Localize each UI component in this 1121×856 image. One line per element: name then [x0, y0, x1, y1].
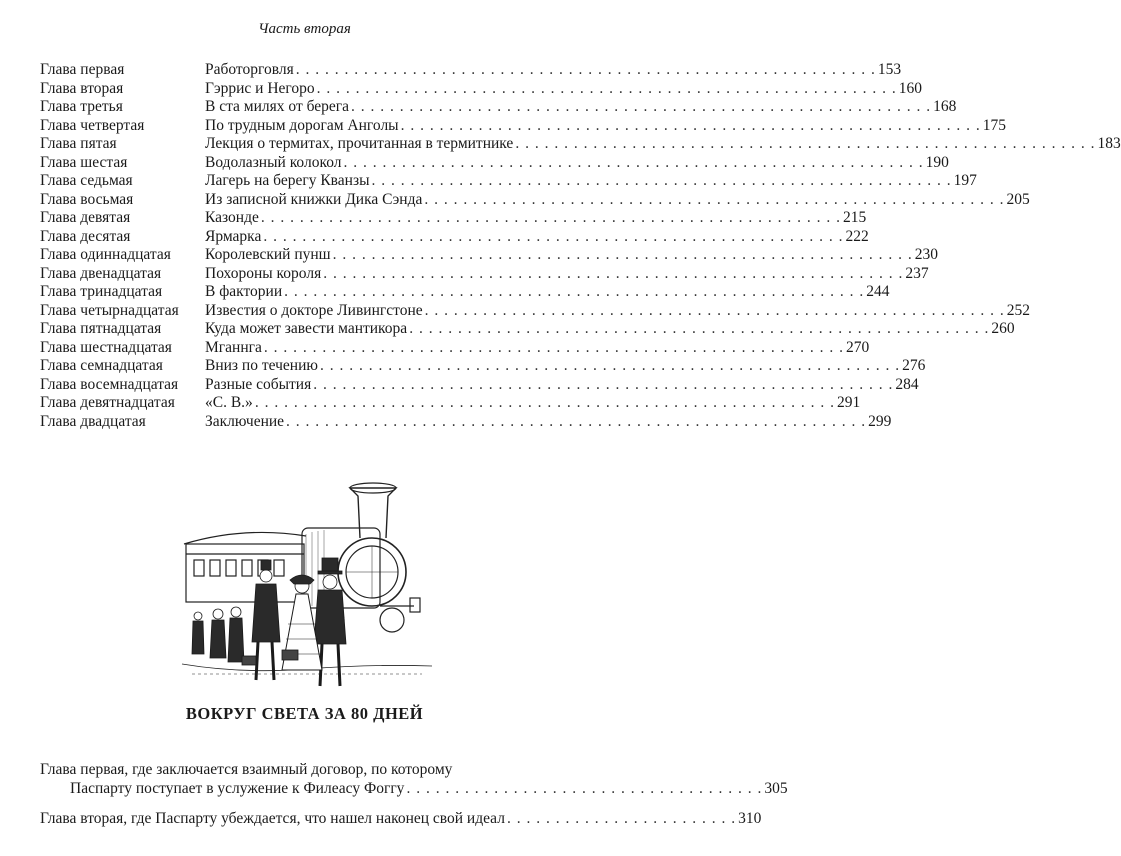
toc-row — [40, 338, 870, 358]
table-of-contents — [40, 61, 1121, 431]
chapter-number: Глава двенадцатая — [40, 264, 162, 282]
page-number: 305 — [764, 780, 788, 797]
chapter-number: Глава третья — [40, 98, 123, 115]
page-number: 215 — [842, 209, 867, 226]
page-number: 284 — [895, 375, 919, 393]
chapter-title: По трудным дорогам Анголы — [205, 116, 399, 134]
chapter-number: Глава тринадцатая — [40, 283, 163, 300]
dot-leader: . . . . . . . . . . . . . . . . . . . . . . . . . . . . . . . . . . . . . . . . . . . . . . . . . . . . . . . . . . . . — [332, 246, 913, 263]
toc2-entry — [40, 809, 762, 828]
chapter-number: Глава шестая — [40, 153, 128, 171]
chapter-title: Гэррис и Негоро — [205, 79, 315, 97]
chapter-number: Глава пятая — [40, 135, 117, 152]
chapter-title: В фактории — [205, 283, 283, 300]
chapter-title: Разные события — [205, 375, 312, 393]
toc-row — [40, 375, 919, 395]
toc-row — [40, 79, 923, 99]
chapter-title: Известия о докторе Ливингстоне — [205, 301, 423, 319]
dot-leader: . . . . . . . . . . . . . . . . . . . . . . . . . . . . . . . . . . . . . . . . . . . . . . . . . . . . . . . . . . . . — [351, 98, 932, 115]
toc-row — [40, 135, 1121, 154]
dot-leader: . . . . . . . . . . . . . . . . . . . . . . . . . . . . . . . . . . . . . . . . . . . . . . . . . . . . . . . . . . . . — [260, 209, 841, 226]
page-number: 190 — [925, 153, 949, 171]
dot-leader: . . . . . . . . . . . . . . . . . . . . . . . . . . . . . . . . . . . . . . . . . . . . . . . . . . . . . . . . . . . . — [284, 283, 865, 300]
toc-row — [40, 246, 938, 265]
dot-leader: . . . . . . . . . . . . . . . . . . . . . . . . . . . . . . . . . . . . . . . . . . . . . . . . . . . . . . . . . . . . — [424, 190, 1005, 208]
toc-row — [40, 357, 926, 376]
page-number: 270 — [845, 338, 870, 356]
dot-leader: . . . . . . . . . . . . . . . . . . . . . . . . . . . . . . . . . . . . . . . . . . . . . . . . . . . . . . . . . . . . — [409, 320, 990, 337]
chapter-number: Глава первая — [40, 61, 125, 78]
chapter-number: Глава одиннадцатая — [40, 246, 171, 263]
page-number: 175 — [982, 116, 1006, 134]
chapter-number: Глава четырнадцатая — [40, 301, 179, 319]
page-number: 260 — [991, 320, 1015, 337]
chapter-number: Глава восемнадцатая — [40, 375, 179, 393]
chapter-title: Мганнга — [205, 338, 262, 356]
dot-leader: . . . . . . . . . . . . . . . . . . . . . . . . . . . . . . . . . . . . . . . . . . . . . . . . . . . . . . . . . . . . — [424, 301, 1005, 319]
toc2-entry — [40, 760, 788, 798]
toc-row — [40, 98, 957, 117]
toc-row — [40, 209, 867, 228]
chapter-title: Заключение — [205, 412, 285, 430]
dot-leader: . . . . . . . . . . . . . . . . . . . . . . . . . . . . . . . . . . . . . . . . . . . . . . . . . . . . . . . . . . . . — [313, 375, 894, 393]
chapter-title: Водолазный колокол — [205, 153, 342, 171]
page-number: 237 — [905, 264, 929, 282]
chapter-title: Ярмарка — [205, 227, 262, 245]
chapter-title: Куда может завести мантикора — [205, 320, 408, 337]
page-number: 160 — [898, 79, 923, 97]
toc-row — [40, 190, 1030, 210]
chapter-number: Глава четвертая — [40, 116, 145, 134]
entry-title-continuation: Паспарту поступает в услужение к Филеасу Фоггу — [70, 780, 405, 797]
part-title: Часть вторая — [258, 21, 351, 37]
chapter-title: Вниз по течению — [205, 357, 318, 374]
dot-leader: . . . . . . . . . . . . . . . . . . . . . . . . . . . . . . . . . . . . . . . . . . . . . . . . . . . . . . . . . . . . — [323, 264, 904, 282]
chapter-number: Глава вторая — [40, 79, 124, 97]
toc-row — [40, 301, 1030, 321]
chapter-number: Глава шестнадцатая — [40, 338, 172, 356]
page-number: 222 — [845, 227, 869, 245]
chapter-title: Из записной книжки Дика Сэнда — [205, 190, 423, 208]
toc-row — [40, 264, 929, 284]
toc-row — [40, 394, 861, 413]
page-number: 183 — [1097, 135, 1121, 152]
dot-leader: . . . . . . . . . . . . . . . . . . . . . . . . . . . . . . . . . . . . . — [406, 780, 763, 797]
dot-leader: . . . . . . . . . . . . . . . . . . . . . . . . . . . . . . . . . . . . . . . . . . . . . . . . . . . . . . . . . . . . — [371, 172, 952, 189]
dot-leader: . . . . . . . . . . . . . . . . . . . . . . . . . . . . . . . . . . . . . . . . . . . . . . . . . . . . . . . . . . . . — [343, 153, 924, 171]
chapter-title: Лекция о термитах, прочитанная в термитнике — [205, 135, 514, 152]
toc-row — [40, 172, 977, 191]
dot-leader: . . . . . . . . . . . . . . . . . . . . . . . . . . . . . . . . . . . . . . . . . . . . . . . . . . . . . . . . . . . . — [254, 394, 835, 411]
dot-leader: . . . . . . . . . . . . . . . . . . . . . . . . — [506, 810, 737, 827]
chapter-title: «С. В.» — [205, 394, 253, 411]
chapter-title: Похороны короля — [205, 264, 322, 282]
chapter-title: Казонде — [205, 209, 259, 226]
page-number: 252 — [1006, 301, 1030, 319]
dot-leader: . . . . . . . . . . . . . . . . . . . . . . . . . . . . . . . . . . . . . . . . . . . . . . . . . . . . . . . . . . . . — [319, 357, 901, 374]
toc-row — [40, 283, 890, 302]
train-station-illustration — [182, 474, 432, 687]
toc-row — [40, 412, 892, 432]
chapter-number: Глава двадцатая — [40, 412, 146, 430]
page-number: 244 — [866, 283, 890, 300]
chapter-title: Лагерь на берегу Кванзы — [205, 172, 370, 189]
page-number: 205 — [1006, 190, 1030, 208]
dot-leader: . . . . . . . . . . . . . . . . . . . . . . . . . . . . . . . . . . . . . . . . . . . . . . . . . . . . . . . . . . . . — [400, 116, 981, 134]
page-number: 299 — [868, 412, 892, 430]
page-number: 153 — [877, 61, 902, 78]
page-number: 310 — [738, 810, 762, 827]
entry-title-line: Глава вторая, где Паспарту убеждается, что нашел наконец свой идеал — [40, 810, 505, 827]
chapter-number: Глава девятнадцатая — [40, 394, 175, 411]
dot-leader: . . . . . . . . . . . . . . . . . . . . . . . . . . . . . . . . . . . . . . . . . . . . . . . . . . . . . . . . . . . . — [316, 79, 897, 97]
chapter-title: Королевский пунш — [205, 246, 331, 263]
book-title: ВОКРУГ СВЕТА ЗА 80 ДНЕЙ — [185, 704, 424, 723]
page-number: 230 — [914, 246, 938, 263]
dot-leader: . . . . . . . . . . . . . . . . . . . . . . . . . . . . . . . . . . . . . . . . . . . . . . . . . . . . . . . . . . . . — [263, 227, 844, 245]
dot-leader: . . . . . . . . . . . . . . . . . . . . . . . . . . . . . . . . . . . . . . . . . . . . . . . . . . . . . . . . . . . . — [286, 412, 867, 430]
page-number: 276 — [902, 357, 926, 374]
dot-leader: . . . . . . . . . . . . . . . . . . . . . . . . . . . . . . . . . . . . . . . . . . . . . . . . . . . . . . . . . . . . — [263, 338, 844, 356]
toc-row — [40, 116, 1006, 136]
page-number: 291 — [836, 394, 861, 411]
chapter-number: Глава десятая — [40, 227, 131, 245]
chapter-number: Глава девятая — [40, 209, 131, 226]
chapter-number: Глава пятнадцатая — [40, 320, 162, 337]
entry-title-line: Глава первая, где заключается взаимный договор, по которому — [40, 761, 453, 778]
chapter-number: Глава седьмая — [40, 172, 133, 189]
page-number: 197 — [953, 172, 977, 189]
chapter-title: В ста милях от берега — [205, 98, 350, 115]
chapter-number: Глава семнадцатая — [40, 357, 163, 374]
page-number: 168 — [933, 98, 957, 115]
chapter-title: Работорговля — [205, 61, 294, 78]
toc-row — [40, 320, 1015, 339]
dot-leader: . . . . . . . . . . . . . . . . . . . . . . . . . . . . . . . . . . . . . . . . . . . . . . . . . . . . . . . . . . . . — [295, 61, 876, 78]
toc-row — [40, 61, 902, 80]
dot-leader: . . . . . . . . . . . . . . . . . . . . . . . . . . . . . . . . . . . . . . . . . . . . . . . . . . . . . . . . . . . . — [515, 135, 1096, 152]
book-toc — [40, 760, 788, 828]
toc-row — [40, 227, 869, 247]
toc-row — [40, 153, 949, 173]
chapter-number: Глава восьмая — [40, 190, 134, 208]
